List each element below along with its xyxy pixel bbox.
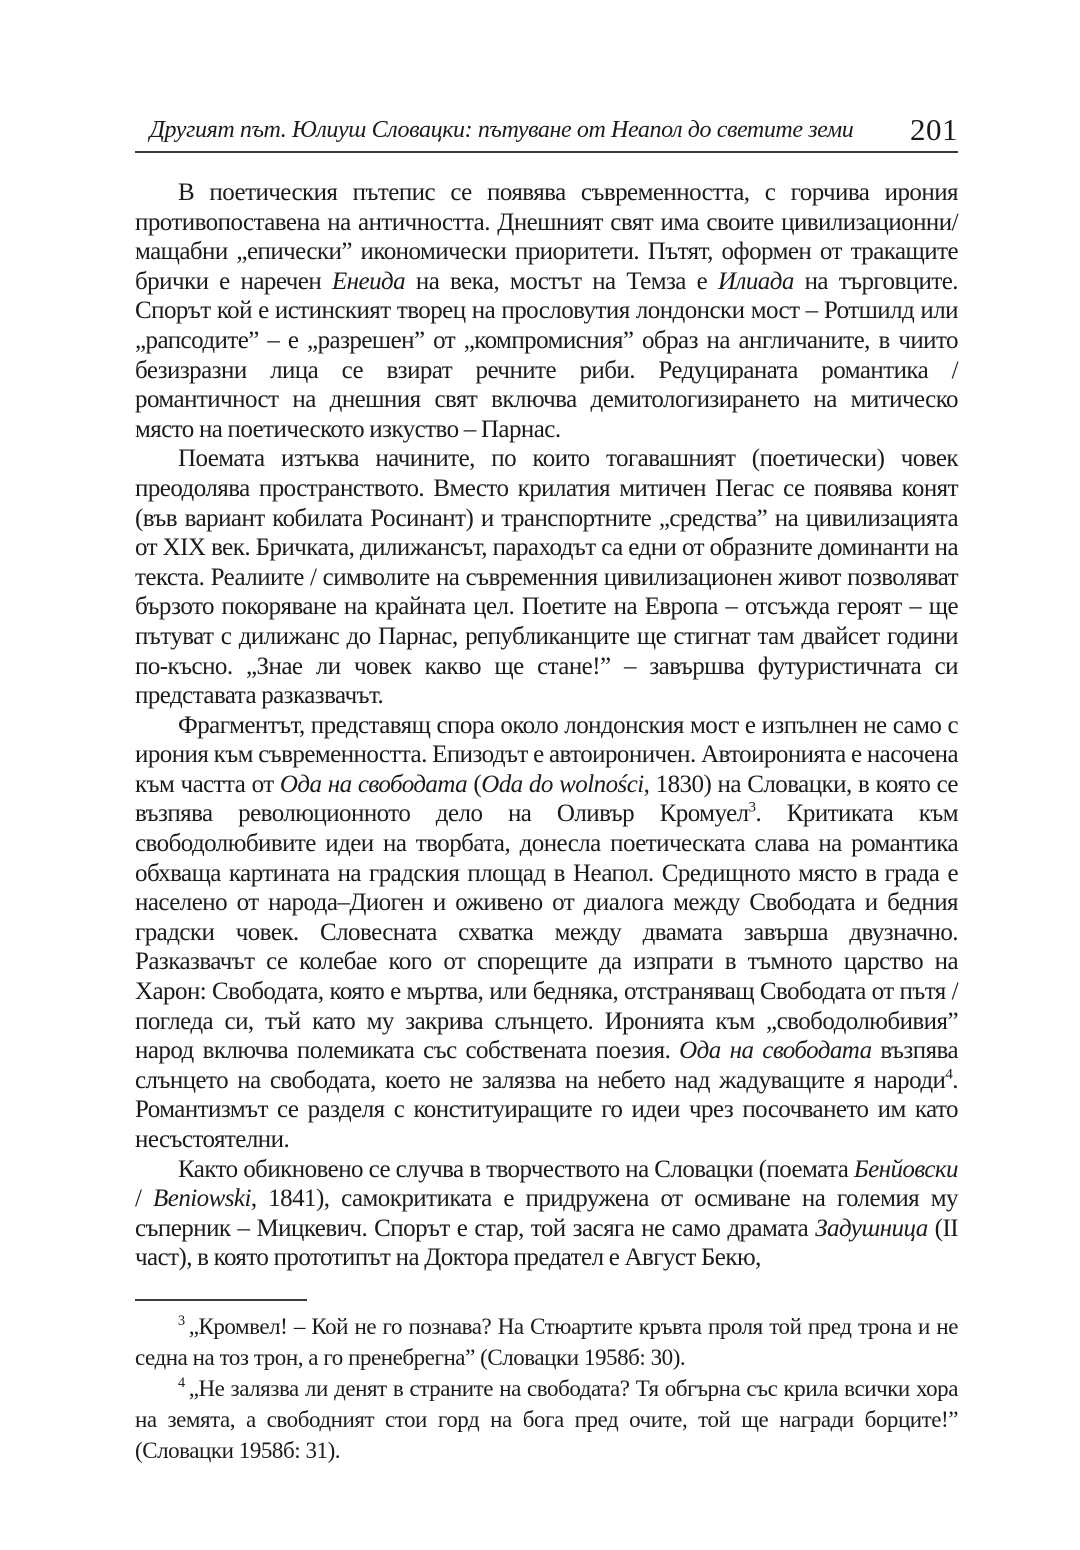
text-run: , 1841), самокритиката е придружена от осмиване на големия му съперник – Мицкевич. Спорът е стар, той засяга не само драмата bbox=[135, 1185, 958, 1242]
footnote-4 bbox=[135, 1373, 958, 1466]
footnote-4-text: „Не залязва ли денят в страните на свободата? Тя обгърна със крила всички хора на земята, а свободният стои горд на бога пред очите, той ще награди борците!” (Словацки 1958б: 31). bbox=[135, 1375, 958, 1463]
italic-text-run: Енеида bbox=[331, 267, 406, 295]
italic-text-run: Бенйовски bbox=[853, 1155, 958, 1183]
running-title: Другият път. Юлиуш Словацки: пътуване от Неапол до светите земи bbox=[149, 117, 854, 143]
footnote-reference: 3 bbox=[748, 800, 756, 817]
footnote-3-marker: 3 bbox=[178, 1313, 185, 1330]
footnote-3-text: „Кромвел! – Кой не го познава? На Стюартите кръвта проля той пред трона и не седна на тоз трон, а го пренебрегна” (Словацки 1958б: 30). bbox=[135, 1313, 958, 1370]
body-text bbox=[135, 161, 958, 1273]
text-run: , 1830) на Словацки, в която се възпява революционното дело на Оливър Кромуел bbox=[135, 770, 958, 828]
italic-text-run: Ода на свободата bbox=[279, 770, 468, 798]
footnote-4-marker: 4 bbox=[178, 1375, 185, 1392]
text-block bbox=[135, 0, 958, 1466]
header-rule bbox=[135, 151, 958, 153]
text-run: (II част), в която прототипът на Доктора предател е Август Бекю, bbox=[135, 1214, 959, 1272]
text-run: Фрагментът, представящ спора около лондонския мост е изпълнен не само с ирония към съвременността. Епизодът е автоироничен. Автоиронията е насочена към частта от bbox=[135, 711, 958, 798]
text-run: на търговците. Спорът кой е истинският творец на прословутия лондонски мост – Ротшилд или „рапсодите” – е „разрешен” от „компромисния” образ на англичаните, в чиито безизразни лица се взират речните риби. Редуцираната романтика / романтичност на днешния свят включва демитологизирането на митическо място на поетическото изкуство – Парнас. bbox=[135, 267, 958, 443]
running-head bbox=[135, 0, 958, 147]
body-paragraph-1 bbox=[135, 178, 958, 444]
italic-text-run: Задушница bbox=[815, 1214, 928, 1242]
body-paragraph-3 bbox=[135, 711, 958, 1155]
text-run: ( bbox=[467, 770, 482, 798]
text-run: . Критиката към свободолюбивите идеи на творбата, донесла поетическата слава на романтика обхваща картината на градския площад в Неапол. Средищното място в града е населено от народа–Диоген и оживено от диалога между Свободата и бедния градски човек. Словесната схватка между двамата завърша двузначно. Разказвачът се колебае кого от спорещите да изпрати в тъмното царство на Харон: Свободата, която е мъртва, или бедняка, отстраняващ Свободата от пътя / погледа си, тъй като му закрива слънцето. Иронията към „свободолюбивия” народ включва полемиката със собствената поезия. bbox=[135, 800, 958, 1065]
page-number: 201 bbox=[910, 112, 958, 147]
body-paragraph-4 bbox=[135, 1155, 958, 1273]
italic-text-run: Ода на свободата bbox=[679, 1037, 872, 1065]
text-run: / bbox=[135, 1185, 154, 1213]
footnote-separator-rule bbox=[135, 1299, 307, 1301]
footnote-reference: 4 bbox=[945, 1066, 953, 1083]
italic-text-run: Beniowski bbox=[153, 1185, 251, 1213]
text-run: възпява слънцето на свободата, което не залязва на небето над жадуващите я народи bbox=[135, 1037, 958, 1094]
text-run: Поемата изтъква начините, по които тогавашният (поетически) човек преодолява пространството. Вместо крилатия митичен Пегас се появява конят (във вариант кобилата Росинант) и транспортните „средства” на цивилизацията от XIX век. Бричката, дилижансът, параходът са едни от образните доминанти на текста. Реалиите / символите на съвременния цивилизационен живот позволяват бързото покоряване на крайната цел. Поетите на Европа – отсъжда героят – ще пътуват с дилижанс до Парнас, републиканците ще стигнат там двайсет години по-късно. „Знае ли човек какво ще стане!” – завършва футуристичната си представата разказвачът. bbox=[135, 445, 958, 710]
text-run: Както обикновено се случва в творчеството на Словацки (поемата bbox=[178, 1155, 854, 1183]
text-run: В поетическия пътепис се появява съвременността, с горчива ирония противопоставена на античността. Днешният свят има своите цивилизационни/мащабни „епически” икономически приоритети. Пътят, оформен от тракащите брички е наречен bbox=[135, 179, 958, 295]
footnote-3 bbox=[135, 1311, 958, 1373]
italic-text-run: Илиада bbox=[717, 267, 794, 295]
body-paragraph-2 bbox=[135, 444, 958, 710]
text-run: на века, мостът на Темза е bbox=[405, 267, 718, 295]
italic-text-run: Oda do wolności bbox=[481, 770, 644, 798]
footnotes-section bbox=[135, 1299, 958, 1466]
text-run: . Романтизмът се разделя с конституиращите го идеи чрез посочването им като несъстоятелни. bbox=[135, 1066, 958, 1153]
